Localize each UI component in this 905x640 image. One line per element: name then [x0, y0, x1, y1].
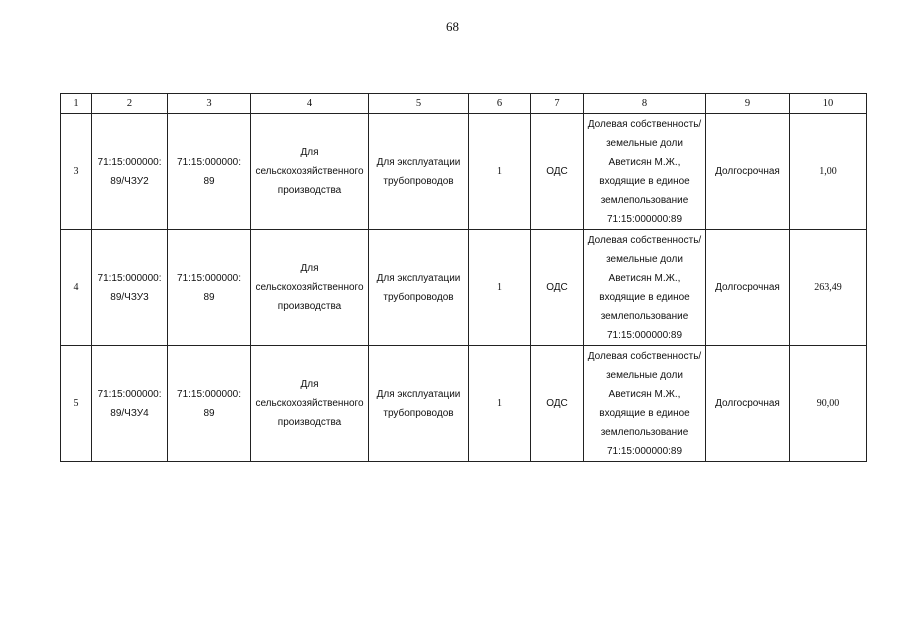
term-cell: Долгосрочная: [706, 346, 790, 462]
type-cell: ОДС: [531, 346, 584, 462]
owner-cell: Долевая собственность/ земельные доли Аветисян М.Ж., входящие в единое землепользование 71:15:000000:89: [584, 346, 706, 462]
type-cell: ОДС: [531, 230, 584, 346]
type-cell: ОДС: [531, 114, 584, 230]
owner-cell: Долевая собственность/ земельные доли Аветисян М.Ж., входящие в единое землепользование 71:15:000000:89: [584, 230, 706, 346]
header-cell: 1: [61, 94, 92, 114]
plot-code-cell: 71:15:000000: 89/ЧЗУ4: [92, 346, 168, 462]
header-cell: 8: [584, 94, 706, 114]
usage-cell: Для эксплуатации трубопроводов: [369, 346, 469, 462]
row-number-cell: 4: [61, 230, 92, 346]
usage-cell: Для эксплуатации трубопроводов: [369, 230, 469, 346]
header-cell: 7: [531, 94, 584, 114]
category-cell: Для сельскохозяйственного производства: [251, 346, 369, 462]
header-cell: 4: [251, 94, 369, 114]
row-number-cell: 5: [61, 346, 92, 462]
table-row: [61, 230, 867, 346]
count-cell: 1: [469, 114, 531, 230]
owner-cell: Долевая собственность/ земельные доли Аветисян М.Ж., входящие в единое землепользование 71:15:000000:89: [584, 114, 706, 230]
term-cell: Долгосрочная: [706, 230, 790, 346]
table-row: [61, 114, 867, 230]
term-cell: Долгосрочная: [706, 114, 790, 230]
count-cell: 1: [469, 346, 531, 462]
count-cell: 1: [469, 230, 531, 346]
category-cell: Для сельскохозяйственного производства: [251, 114, 369, 230]
area-cell: 1,00: [790, 114, 867, 230]
table-row: [61, 346, 867, 462]
plot-code-cell: 71:15:000000: 89/ЧЗУ2: [92, 114, 168, 230]
parent-code-cell: 71:15:000000: 89: [168, 346, 251, 462]
header-cell: 9: [706, 94, 790, 114]
category-cell: Для сельскохозяйственного производства: [251, 230, 369, 346]
page-number: 68: [446, 19, 459, 34]
row-number-cell: 3: [61, 114, 92, 230]
land-plots-table: [60, 93, 867, 462]
header-cell: 3: [168, 94, 251, 114]
usage-cell: Для эксплуатации трубопроводов: [369, 114, 469, 230]
plot-code-cell: 71:15:000000: 89/ЧЗУ3: [92, 230, 168, 346]
parent-code-cell: 71:15:000000: 89: [168, 114, 251, 230]
header-cell: 5: [369, 94, 469, 114]
header-cell: 6: [469, 94, 531, 114]
header-cell: 2: [92, 94, 168, 114]
parent-code-cell: 71:15:000000: 89: [168, 230, 251, 346]
area-cell: 90,00: [790, 346, 867, 462]
header-row: [61, 94, 867, 114]
header-cell: 10: [790, 94, 867, 114]
area-cell: 263,49: [790, 230, 867, 346]
